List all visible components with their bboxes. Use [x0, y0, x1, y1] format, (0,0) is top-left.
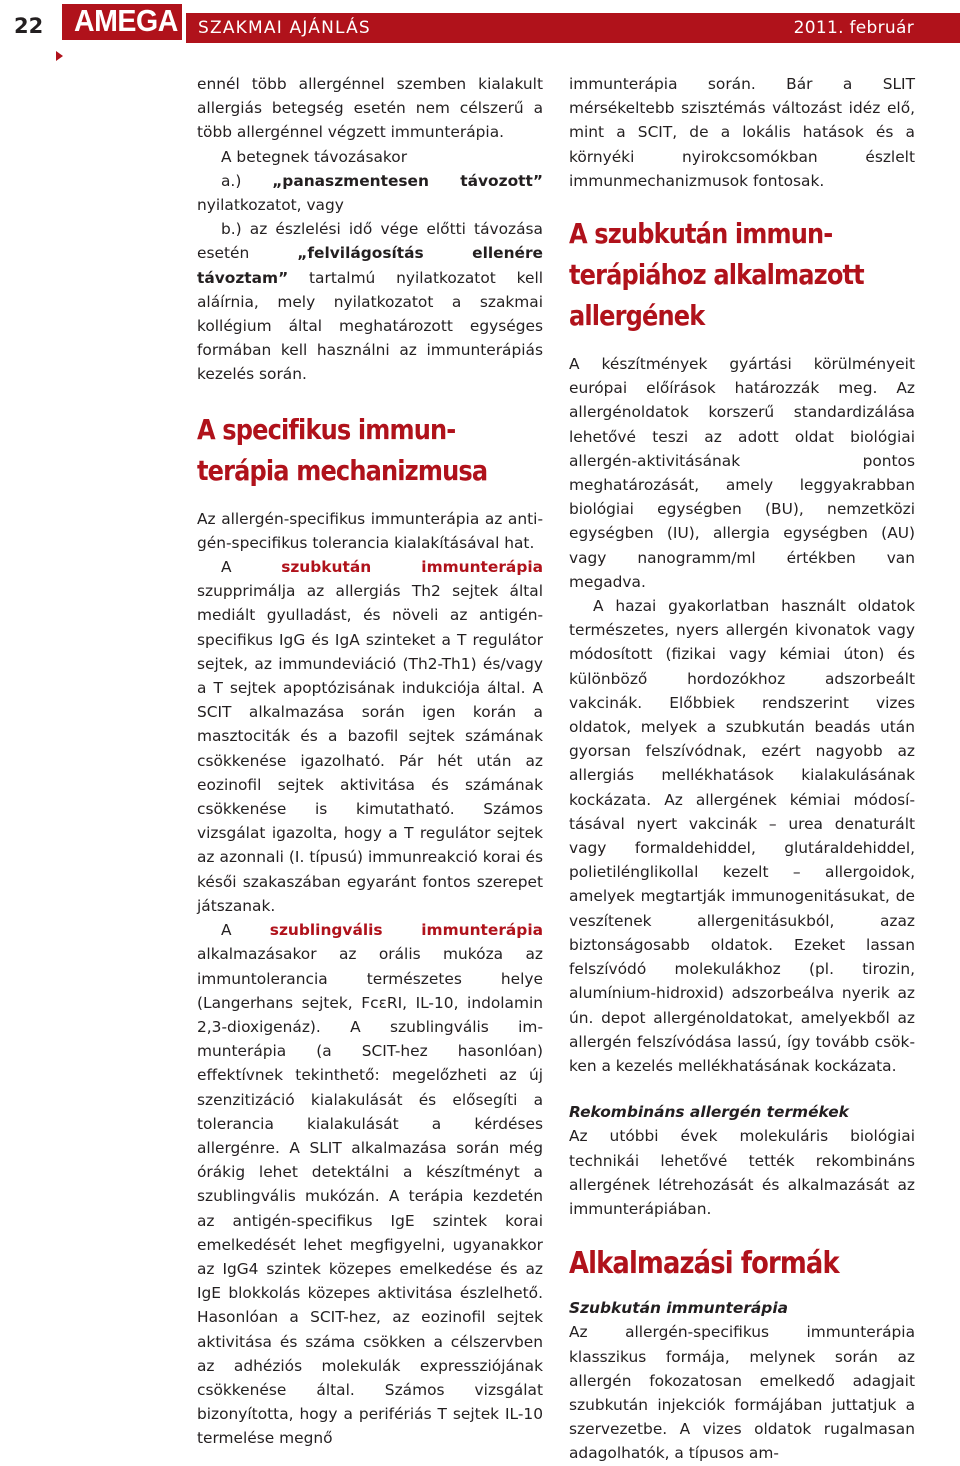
section-heading	[569, 213, 913, 336]
paragraph: Az allergén-specifikus immunterápia az antigén-specifikus tolerancia kialakításával hat.	[197, 509, 543, 552]
heading-line: terápiához alkalmazott	[569, 258, 864, 292]
paragraph: immunterápia során. Bár a SLIT mérsékeltebb szisztémás változást idéz elő, mint a SCIT, de a lokális hatások és a környéki nyirokcsomókban észlelt immunmechanizmusok fontosak.	[569, 75, 915, 190]
paragraph	[197, 217, 543, 386]
heading-line: A specifikus immun-	[197, 412, 456, 446]
text: A	[221, 921, 270, 940]
paragraph: ennél több allergénnel szemben kialakult allergiás betegség esetén nem célszerű a több allergénnel végzett immunterápia.	[197, 75, 543, 142]
section-title: SZAKMAI AJÁNLÁS	[198, 18, 371, 38]
continuation-arrow-icon	[56, 51, 63, 61]
emphasis: szublingvális immunterápia	[269, 921, 543, 940]
text: tartalmú nyilatkozatot kell aláírnia, mely nyilatkozatot a szakmai kollégium által meghatározott egységes formában kell használni az immunterápiás kezelés során.	[197, 268, 543, 384]
paragraph: A betegnek távozásakor	[221, 147, 408, 166]
section-heading	[197, 409, 541, 491]
text: alkalmazásakor az orális mukóza az immuntolerancia természetes helye (Langerhans sejtek, FcεRI, IL-10, indolamin 2,3-dioxigenáz). A szublingvális immunterápia (a SCIT-hez hasonlóan) effektívnek tekinthető: megelőzheti az új szenzitizáció kialakulását és elősegíti a tolerancia kialakulását a kérdéses allergénre. A SLIT alkalmazása során még órákig lehet detektálni a készítményt a szublingvális mukózán. A terápia kezdetén az antigén-specifikus IgE szintek korai emelkedését lehet megfigyelni, ugyanakkor az IgG4 szintek közepes emelkedése és az IgE blokkolás közepes aktivitása észlelhető. Hasonlóan a SCIT-hez, az eozinofil sejtek aktivitása és száma csökken a célszervben az adhéziós molekulák expressziójának csökkenése által. Számos vizsgálat bizonyította, hogy a perifériás T sejtek IL-10 termelése megnő	[197, 945, 543, 1448]
emphasis: szubkután immunterápia	[281, 558, 543, 577]
paragraph: Az utóbbi évek molekuláris biológiai technikái lehetővé tették rekombináns allergének létrehozását és alkalmazását az immunterápiában.	[569, 1127, 915, 1218]
subheading: Szubkután immunterápia	[569, 1299, 788, 1318]
paragraph: A hazai gyakorlatban használt oldatok természetes, nyers allergén kivonatok vagy módosított (fizikai vagy kémiai úton) és különböző hordozókhoz adszorbeált vakcinák. Előbbiek rendszerint vizes oldatok, melyek a szubkután beadás után gyorsan felszívódnak, ezért nagyobb az allergiás mellékhatások kialakulásának kockázata. Az allergének kémiai módosításával nyert vakcinák – urea denaturált vagy formaldehiddel, glutáraldehiddel, polietilénglikollal kezelt – allergoidok, amelyek megtartják immunogenitásukat, de veszítenek allergenitásukból, azaz biztonságosabb oldatok. Ezeket lassan felszívódó molekulákhoz (pl. tirozin, alumínium-hidroxid) adszorbeálva nyerik az ún. depot allergénoldatokat, amelyekből az allergén felszívódása lassú, így tovább csökken a kezelés mellékhatásának kockázata.	[569, 597, 915, 1075]
paragraph	[197, 918, 543, 1450]
emphasis: „panaszmentesen távozott”	[272, 171, 543, 190]
page-header	[0, 0, 960, 60]
paragraph: A készítmények gyártási körülményeit európai előírások határozzák meg. Az allergénoldatok korszerű standardizálása lehetővé teszi az adott oldat biológiai allergén-aktivitásának pontos meghatározását, amely leggyakrabban biológiai egységben (BU), nemzetközi egységben (IU), allergia egységben (AU) vagy nanogramm/ml értékben van megadva.	[569, 355, 915, 591]
text: b.) az észlelési idő vége előtti távozása esetén	[197, 220, 543, 263]
text: nyilatkozatot, vagy	[197, 196, 344, 215]
subheading: Rekombináns allergén termékek	[569, 1103, 849, 1122]
section-heading: Alkalmazási formák	[569, 1246, 839, 1282]
heading-line: terápia mechanizmusa	[197, 453, 488, 487]
paragraph	[197, 169, 543, 217]
heading-line: A szubkután immun-	[569, 217, 833, 251]
magazine-logo: AMEGA	[74, 3, 178, 38]
heading-line: allergének	[569, 299, 705, 333]
emphasis: „felvilágosítás ellenére távoztam”	[197, 244, 543, 287]
paragraph	[197, 555, 543, 918]
text: A	[221, 558, 282, 577]
page-number: 22	[14, 14, 44, 38]
issue-date: 2011. február	[793, 18, 914, 38]
left-column	[197, 72, 543, 1451]
right-column	[569, 72, 915, 1466]
text: szupprimálja az allergiás Th2 sejtek által mediált gyulladást, és növeli az antigén-specifikus IgG és IgA szinteket a T regulátor sejtek, az immundeviáció (Th2-Th1) és/vagy a T sejtek apoptózisának indukciója által. A SCIT alkalmazása során igen korán a masztociták és a bazofil sejtek számának csökkenése igazolható. Pár hét után az eozinofil sejtek aktivitása és számának csökkenése is kimutatható. Számos vizsgálat igazolta, hogy a T regulátor sejtek az azonnali (I. típusú) immunreakció korai és késői szakaszában egyaránt fontos szerepet játszanak.	[197, 582, 543, 915]
list-marker: a.)	[221, 171, 273, 190]
paragraph: Az allergén-specifikus immunterápia klasszikus formája, melynek során az allergén fokozatosan emelkedő adagjait szubkután injekciók formájában juttatjuk a szervezetbe. A vizes oldatok rugalmasan adagolhatók, a típusos am-	[569, 1323, 915, 1463]
